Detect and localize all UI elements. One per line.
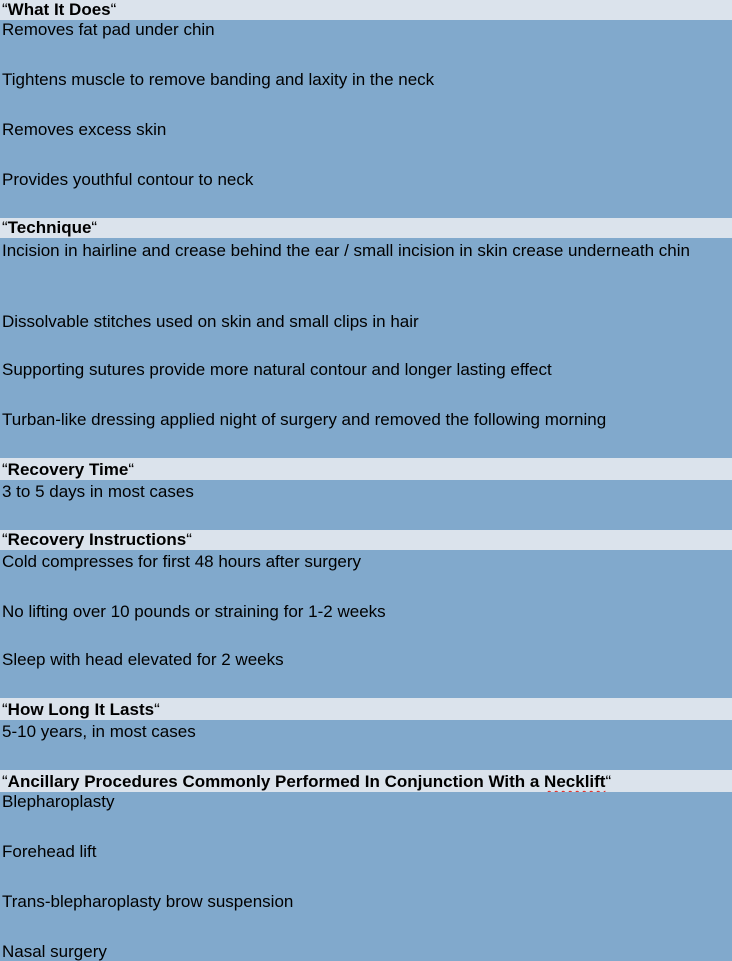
list-item: Turban-like dressing applied night of surgery and removed the following morning xyxy=(2,410,607,429)
section-body xyxy=(0,238,732,458)
close-quote: “ xyxy=(605,772,612,791)
open-quote: “ xyxy=(2,700,8,719)
list-item: Trans-blepharoplasty brow suspension xyxy=(2,892,294,911)
section-header xyxy=(0,770,732,792)
section-header xyxy=(0,458,732,480)
section-recovery-instructions xyxy=(0,530,732,698)
list-item: Incision in hairline and crease behind the ear / small incision in skin crease underneath chin xyxy=(2,241,690,260)
section-recovery-time xyxy=(0,458,732,530)
list-item: Nasal surgery xyxy=(2,942,107,961)
open-quote: “ xyxy=(2,218,8,237)
close-quote: “ xyxy=(186,530,192,549)
list-item: Forehead lift xyxy=(2,842,97,861)
list-item: Dissolvable stitches used on skin and small clips in hair xyxy=(2,312,419,331)
section-title: How Long It Lasts xyxy=(7,700,155,719)
section-title: Recovery Instructions xyxy=(7,530,187,549)
section-header xyxy=(0,698,732,720)
section-title: Recovery Time xyxy=(7,460,129,479)
section-what-it-does xyxy=(0,0,732,218)
open-quote: “ xyxy=(2,460,8,479)
section-body xyxy=(0,792,732,961)
list-item: Tightens muscle to remove banding and laxity in the neck xyxy=(2,70,435,89)
list-item: Cold compresses for first 48 hours after surgery xyxy=(2,552,362,571)
section-header xyxy=(0,530,732,550)
section-how-long-it-lasts xyxy=(0,698,732,770)
misspelled-word: Necklift xyxy=(544,772,606,791)
close-quote: “ xyxy=(128,460,134,479)
section-body xyxy=(0,20,732,218)
close-quote: “ xyxy=(110,0,117,19)
section-body xyxy=(0,480,732,530)
list-item: 5-10 years, in most cases xyxy=(2,722,196,741)
section-ancillary-procedures xyxy=(0,770,732,961)
list-item: 3 to 5 days in most cases xyxy=(2,482,194,501)
list-item: Supporting sutures provide more natural contour and longer lasting effect xyxy=(2,360,552,379)
list-item: Removes excess skin xyxy=(2,120,167,139)
open-quote: “ xyxy=(2,772,8,791)
open-quote: “ xyxy=(2,530,8,549)
section-header xyxy=(0,218,732,238)
list-item: No lifting over 10 pounds or straining for 1-2 weeks xyxy=(2,602,386,621)
list-item: Removes fat pad under chin xyxy=(2,20,215,39)
section-body xyxy=(0,550,732,698)
list-item: Provides youthful contour to neck xyxy=(2,170,254,189)
section-technique xyxy=(0,218,732,458)
close-quote: “ xyxy=(91,218,98,237)
list-item: Blepharoplasty xyxy=(2,792,115,811)
section-title: Ancillary Procedures Commonly Performed In Conjunction With a xyxy=(7,772,545,791)
section-header xyxy=(0,0,732,20)
open-quote: “ xyxy=(2,0,8,19)
close-quote: “ xyxy=(154,700,160,719)
section-title: Technique xyxy=(7,218,92,237)
section-title: What It Does xyxy=(7,0,111,19)
section-body xyxy=(0,720,732,770)
list-item: Sleep with head elevated for 2 weeks xyxy=(2,650,284,669)
